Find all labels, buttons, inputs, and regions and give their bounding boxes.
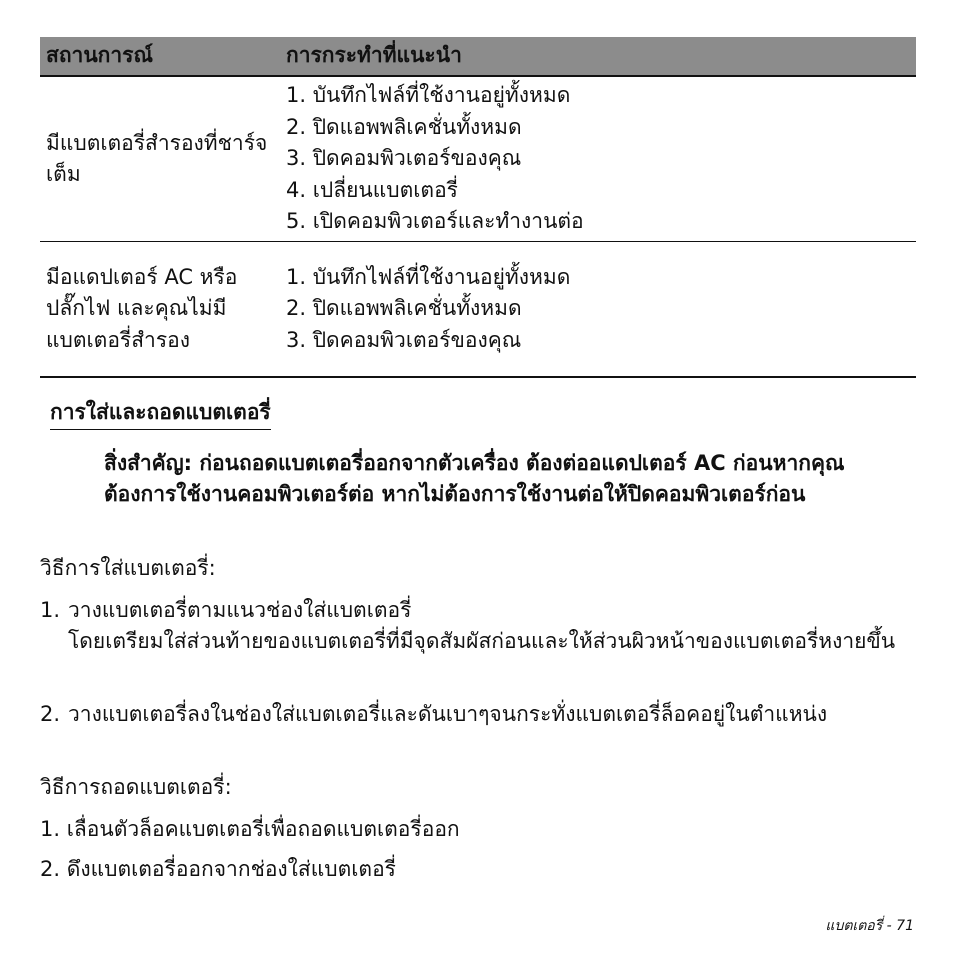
action-item: 3. ปิดคอมพิวเตอร์ของคุณ	[286, 146, 522, 171]
section-title: การใส่และถอดแบตเตอรี่	[50, 396, 271, 430]
action-item: 5. เปิดคอมพิวเตอร์และทำงานต่อ	[286, 209, 584, 234]
install-step-2	[40, 699, 920, 730]
table-header-row	[40, 37, 916, 76]
remove-step-1: 1. เลื่อนตัวล็อคแบตเตอรี่เพื่อถอดแบตเตอรี่ออก	[40, 817, 460, 841]
situation-cell: มีแบตเตอรี่สำรองที่ชาร์จเต็ม	[40, 76, 280, 242]
action-item: 1. บันทึกไฟล์ที่ใช้งานอยู่ทั้งหมด	[286, 83, 571, 108]
page-footer: แบตเตอรี่ - 71	[825, 918, 914, 934]
header-recommended-action: การกระทำที่แนะนำ	[280, 37, 916, 76]
step-detail: โดยเตรียมใส่ส่วนท้ายของแบตเตอรี่ที่มีจุดสัมผัสก่อนและให้ส่วนผิวหน้าของแบตเตอรี่หงายขึ้น	[68, 629, 896, 653]
action-item: 4. เปลี่ยนแบตเตอรี่	[286, 177, 458, 202]
remove-step-2: 2. ดึงแบตเตอรี่ออกจากช่องใส่แบตเตอรี่	[40, 857, 396, 881]
table-row	[40, 76, 916, 242]
actions-cell	[280, 76, 916, 242]
battery-situation-table	[40, 37, 916, 378]
action-item: 3. ปิดคอมพิวเตอร์ของคุณ	[286, 327, 522, 352]
situation-cell: มีอแดปเตอร์ AC หรือปลั๊กไฟ และคุณไม่มีแบตเตอรี่สำรอง	[40, 242, 280, 378]
header-situation: สถานการณ์	[40, 37, 280, 76]
step-number: 1.	[40, 598, 61, 622]
action-item: 2. ปิดแอพพลิเคชั่นทั้งหมด	[286, 296, 522, 321]
step-text: วางแบตเตอรี่ตามแนวช่องใส่แบตเตอรี่	[68, 598, 412, 622]
remove-heading: วิธีการถอดแบตเตอรี่:	[40, 775, 232, 799]
actions-cell	[280, 242, 916, 378]
step-number: 2.	[40, 702, 61, 726]
step-text: วางแบตเตอรี่ลงในช่องใส่แบตเตอรี่และดันเบาๆจนกระทั่งแบตเตอรี่ล็อคอยู่ในตำแหน่ง	[68, 702, 828, 726]
install-step-1	[40, 595, 920, 657]
action-item: 1. บันทึกไฟล์ที่ใช้งานอยู่ทั้งหมด	[286, 264, 571, 289]
important-note: สิ่งสำคัญ: ก่อนถอดแบตเตอรี่ออกจากตัวเครื่อง ต้องต่ออแดปเตอร์ AC ก่อนหากคุณต้องการใช้งานคอมพิวเตอร์ต่อ หากไม่ต้องการใช้งานต่อให้ปิดคอมพิวเตอร์ก่อน	[104, 451, 845, 506]
table-row	[40, 242, 916, 378]
action-item: 2. ปิดแอพพลิเคชั่นทั้งหมด	[286, 114, 522, 139]
install-heading: วิธีการใส่แบตเตอรี่:	[40, 556, 216, 580]
